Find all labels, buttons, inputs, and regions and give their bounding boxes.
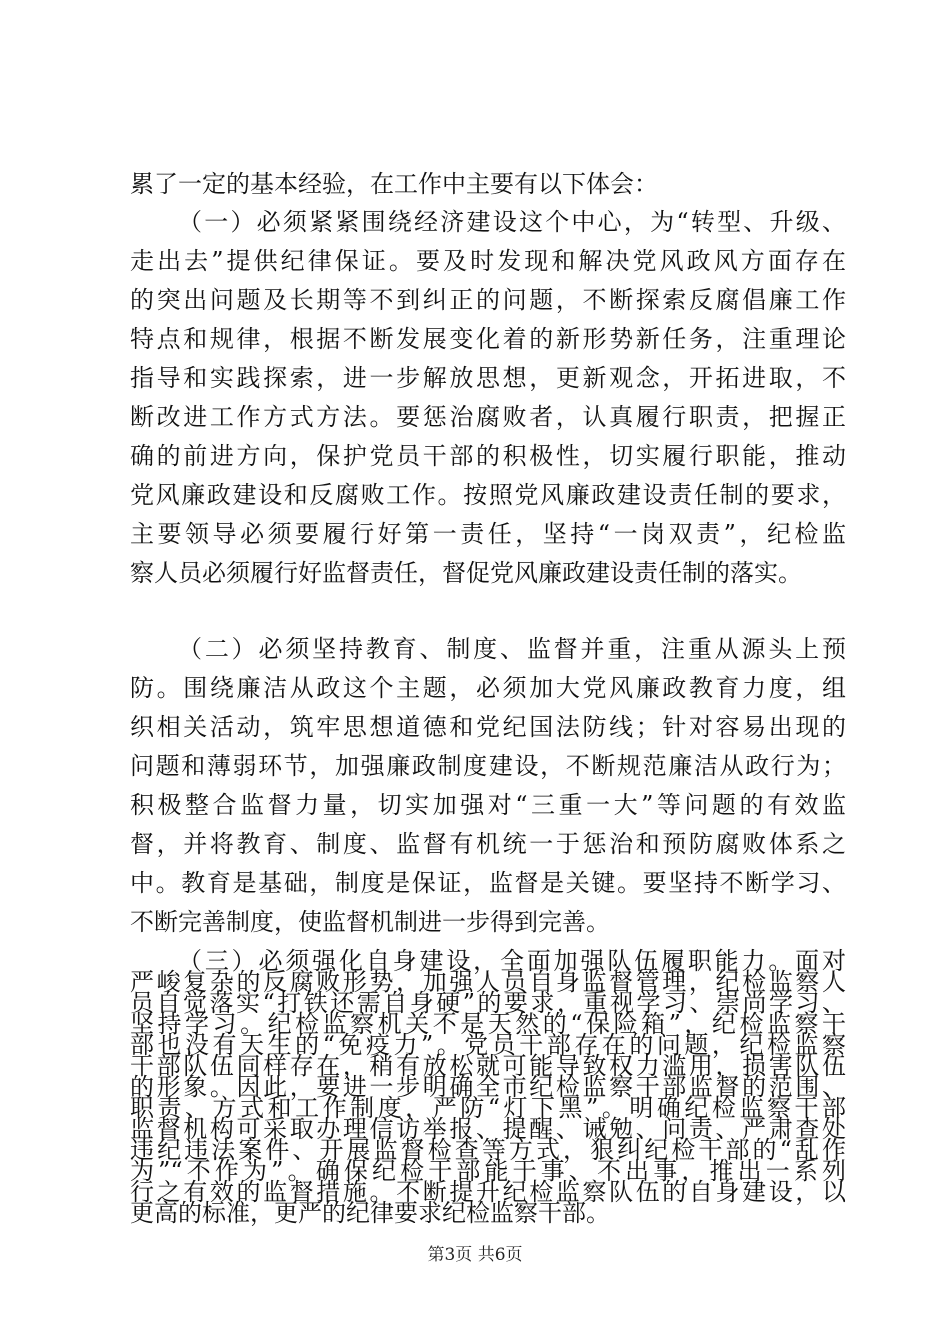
text-line: （三）必须强化自身建设，全面加强队伍履职能力。面对	[178, 947, 846, 975]
text-line: （一）必须紧紧围绕经济建设这个中心，为“转型、升级、	[178, 208, 846, 236]
text-line: 察人员必须履行好监督责任，督促党风廉政建设责任制的落实。	[130, 559, 802, 587]
text-line: 督，并将教育、制度、监督有机统一于惩治和预防腐败体系之	[130, 830, 846, 858]
page-number-footer: 第3页 共6页	[427, 1245, 523, 1265]
text-line: 问题和薄弱环节，加强廉政制度建设，不断规范廉洁从政行为；	[130, 752, 846, 780]
text-line: 严峻复杂的反腐败形势，加强人员自身监督管理，纪检监察人	[130, 968, 846, 996]
text-line: 党风廉政建设和反腐败工作。按照党风廉政建设责任制的要求，	[130, 481, 846, 509]
text-line: 中。教育是基础，制度是保证，监督是关键。要坚持不断学习、	[130, 869, 846, 897]
text-line: 坚持学习。纪检监察机关不是天然的“保险箱”，纪检监察干	[130, 1010, 846, 1038]
text-line: 干部队伍同样存在，稍有放松就可能导致权力滥用，损害队伍	[130, 1052, 846, 1080]
text-line: （二）必须坚持教育、制度、监督并重，注重从源头上预	[178, 635, 846, 663]
text-line: 织相关活动，筑牢思想道德和党纪国法防线；针对容易出现的	[130, 713, 846, 741]
text-line: 为”“不作为”。确保纪检干部能干事、不出事，推出一系列	[130, 1157, 846, 1185]
text-line: 确的前进方向，保护党员干部的积极性，切实履行职能，推动	[130, 442, 846, 470]
text-line: 职责、方式和工作制度，严防“灯下黑”。明确纪检监察干部	[130, 1094, 846, 1122]
text-line: 不断完善制度，使监督机制进一步得到完善。	[130, 908, 610, 936]
text-line: 指导和实践探索，进一步解放思想，更新观念，开拓进取，不	[130, 364, 846, 392]
text-line: 防。围绕廉洁从政这个主题，必须加大党风廉政教育力度，组	[130, 674, 846, 702]
text-line: 的突出问题及长期等不到纠正的问题，不断探索反腐倡廉工作	[130, 286, 846, 314]
text-line: 主要领导必须要履行好第一责任，坚持“一岗双责”，纪检监	[130, 520, 846, 548]
text-line: 累了一定的基本经验，在工作中主要有以下体会：	[130, 170, 658, 198]
text-line: 员自觉落实“打铁还需自身硬”的要求，重视学习、崇尚学习、	[130, 989, 846, 1017]
text-line: 更高的标准，更严的纪律要求纪检监察干部。	[130, 1199, 610, 1227]
text-line: 断改进工作方式方法。要惩治腐败者，认真履行职责，把握正	[130, 403, 846, 431]
text-line: 特点和规律，根据不断发展变化着的新形势新任务，注重理论	[130, 325, 846, 353]
text-line: 积极整合监督力量，切实加强对“三重一大”等问题的有效监	[130, 791, 846, 819]
text-line: 违纪违法案件、开展监督检查等方式，狠纠纪检干部的“乱作	[130, 1136, 846, 1164]
text-line: 走出去”提供纪律保证。要及时发现和解决党风政风方面存在	[130, 247, 846, 275]
text-line: 行之有效的监督措施。不断提升纪检监察队伍的自身建设，以	[130, 1178, 846, 1206]
text-line: 部也没有天生的“免疫力”。党员干部存在的问题，纪检监察	[130, 1031, 846, 1059]
text-line: 的形象。因此，要进一步明确全市纪检监察干部监督的范围、	[130, 1073, 846, 1101]
text-line: 监督机构可采取办理信访举报、提醒、诫勉、问责、严肃查处	[130, 1115, 846, 1143]
